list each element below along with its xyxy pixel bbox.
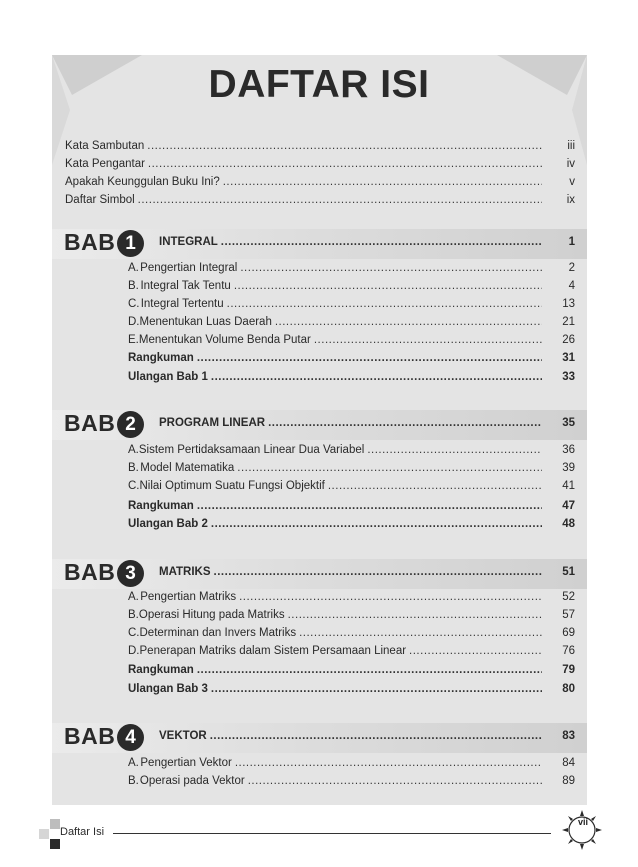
entry-page-number: 52	[562, 591, 575, 603]
dot-leader	[197, 664, 542, 676]
entry-page-number: 36	[562, 444, 575, 456]
entry-title: Kata Sambutan	[65, 140, 145, 152]
entry-page-number: 47	[562, 500, 575, 512]
summary-entry[interactable]	[128, 664, 575, 676]
dot-leader	[367, 444, 542, 456]
entry-title: Rangkuman	[128, 664, 194, 676]
dot-leader	[237, 462, 542, 474]
entry-page-number: 35	[562, 417, 575, 429]
entry-title: Model Matematika	[140, 462, 235, 474]
entry-page-number: 48	[562, 518, 575, 530]
entry-page-number: 26	[562, 334, 575, 346]
entry-page-number: 79	[562, 664, 575, 676]
chapter-entry[interactable]	[159, 566, 575, 578]
front-matter-entry[interactable]	[65, 176, 575, 188]
section-entry[interactable]	[128, 444, 575, 456]
dot-leader	[248, 775, 542, 787]
chapter-entry[interactable]	[159, 417, 575, 429]
dot-leader	[138, 194, 542, 206]
entry-title: VEKTOR	[159, 730, 207, 742]
entry-page-number: iv	[566, 158, 575, 170]
dot-leader	[328, 480, 542, 492]
dot-leader	[197, 352, 542, 364]
section-letter: C.	[128, 480, 140, 492]
dot-leader	[148, 158, 542, 170]
dot-leader	[299, 627, 542, 639]
chapter-entry[interactable]	[159, 236, 575, 248]
entry-title: Pengertian Matriks	[140, 591, 237, 603]
section-entry[interactable]	[128, 775, 575, 787]
footer-square-icon	[39, 829, 49, 839]
entry-page-number: 2	[568, 262, 575, 274]
entry-page-number: 51	[562, 566, 575, 578]
dot-leader	[211, 518, 542, 530]
front-matter-entry[interactable]	[65, 140, 575, 152]
entry-page-number: 33	[562, 371, 575, 383]
section-entry[interactable]	[128, 609, 575, 621]
exercise-entry[interactable]	[128, 683, 575, 695]
footer-square-icon	[50, 819, 60, 829]
section-entry[interactable]	[128, 316, 575, 328]
entry-page-number: 21	[562, 316, 575, 328]
entry-page-number: 13	[562, 298, 575, 310]
entry-title: Operasi Hitung pada Matriks	[138, 609, 285, 621]
dot-leader	[314, 334, 542, 346]
exercise-entry[interactable]	[128, 371, 575, 383]
chapter-bab-label: BAB	[64, 723, 116, 749]
entry-title: PROGRAM LINEAR	[159, 417, 266, 429]
section-letter: A.	[128, 757, 139, 769]
section-entry[interactable]	[128, 591, 575, 603]
entry-title: Pengertian Vektor	[140, 757, 232, 769]
section-entry[interactable]	[128, 645, 575, 657]
entry-title: Sistem Pertidaksamaan Linear Dua Variabel	[138, 444, 365, 456]
section-letter: B.	[128, 609, 139, 621]
entry-title: Determinan dan Invers Matriks	[139, 627, 297, 639]
dot-leader	[240, 262, 542, 274]
chapter-number-badge: 1	[117, 230, 144, 257]
dot-leader	[275, 316, 542, 328]
footer-rule	[113, 833, 551, 834]
section-entry[interactable]	[128, 262, 575, 274]
chapter-entry[interactable]	[159, 730, 575, 742]
chapter-bab-label: BAB	[64, 559, 116, 585]
section-entry[interactable]	[128, 334, 575, 346]
dot-leader	[197, 500, 542, 512]
section-letter: B.	[128, 280, 139, 292]
entry-page-number: 57	[562, 609, 575, 621]
section-letter: A.	[128, 591, 139, 603]
entry-title: Daftar Simbol	[65, 194, 135, 206]
footer-label: Daftar Isi	[60, 826, 105, 838]
entry-title: Menentukan Luas Daerah	[139, 316, 272, 328]
entry-title: Rangkuman	[128, 500, 194, 512]
entry-page-number: 76	[562, 645, 575, 657]
section-letter: C.	[128, 627, 140, 639]
dot-leader	[227, 298, 542, 310]
section-letter: A.	[128, 444, 139, 456]
dot-leader	[409, 645, 542, 657]
section-letter: D.	[128, 316, 140, 328]
dot-leader	[221, 236, 542, 248]
dot-leader	[214, 566, 542, 578]
dot-leader	[288, 609, 542, 621]
entry-page-number: 39	[562, 462, 575, 474]
dot-leader	[223, 176, 542, 188]
section-entry[interactable]	[128, 757, 575, 769]
section-entry[interactable]	[128, 627, 575, 639]
entry-title: Integral Tak Tentu	[140, 280, 231, 292]
entry-page-number: 1	[568, 236, 575, 248]
chapter-number-badge: 4	[117, 724, 144, 751]
entry-page-number: 31	[562, 352, 575, 364]
front-matter-entry[interactable]	[65, 194, 575, 206]
section-entry[interactable]	[128, 298, 575, 310]
entry-title: Ulangan Bab 3	[128, 683, 208, 695]
entry-title: MATRIKS	[159, 566, 211, 578]
dot-leader	[235, 757, 542, 769]
entry-title: Pengertian Integral	[140, 262, 238, 274]
exercise-entry[interactable]	[128, 518, 575, 530]
section-letter: A.	[128, 262, 139, 274]
entry-title: Penerapan Matriks dalam Sistem Persamaan Linear	[139, 645, 407, 657]
dot-leader	[268, 417, 542, 429]
section-letter: C.	[128, 298, 140, 310]
section-entry[interactable]	[128, 480, 575, 492]
section-letter: D.	[128, 645, 140, 657]
chapter-number-badge: 3	[117, 560, 144, 587]
section-letter: B.	[128, 462, 139, 474]
entry-page-number: 4	[568, 280, 575, 292]
footer-square-icon	[50, 839, 60, 849]
section-entry[interactable]	[128, 462, 575, 474]
dot-leader	[147, 140, 542, 152]
entry-title: Nilai Optimum Suatu Fungsi Objektif	[139, 480, 325, 492]
entry-page-number: 41	[562, 480, 575, 492]
front-matter-entry[interactable]	[65, 158, 575, 170]
summary-entry[interactable]	[128, 500, 575, 512]
chapter-number-badge: 2	[117, 411, 144, 438]
sun-badge-icon	[560, 808, 604, 852]
dot-leader	[211, 371, 542, 383]
entry-title: Apakah Keunggulan Buku Ini?	[65, 176, 220, 188]
entry-page-number: 84	[562, 757, 575, 769]
section-letter: E.	[128, 334, 139, 346]
entry-title: Kata Pengantar	[65, 158, 145, 170]
page-title: DAFTAR ISI	[208, 63, 430, 106]
entry-title: Operasi pada Vektor	[139, 775, 245, 787]
entry-page-number: 69	[562, 627, 575, 639]
summary-entry[interactable]	[128, 352, 575, 364]
entry-title: Menentukan Volume Benda Putar	[138, 334, 311, 346]
entry-title: Ulangan Bab 1	[128, 371, 208, 383]
entry-page-number: iii	[567, 140, 575, 152]
chapter-bab-label: BAB	[64, 410, 116, 436]
section-letter: B.	[128, 775, 139, 787]
section-entry[interactable]	[128, 280, 575, 292]
dot-leader	[211, 683, 542, 695]
entry-title: Rangkuman	[128, 352, 194, 364]
entry-page-number: ix	[566, 194, 575, 206]
entry-title: Ulangan Bab 2	[128, 518, 208, 530]
entry-page-number: 83	[562, 730, 575, 742]
entry-page-number: 89	[562, 775, 575, 787]
entry-title: INTEGRAL	[159, 236, 218, 248]
dot-leader	[210, 730, 542, 742]
dot-leader	[234, 280, 542, 292]
dot-leader	[239, 591, 542, 603]
entry-title: Integral Tertentu	[140, 298, 224, 310]
chapter-bab-label: BAB	[64, 229, 116, 255]
entry-page-number: 80	[562, 683, 575, 695]
entry-page-number: v	[569, 176, 575, 188]
page-number: vii	[577, 817, 588, 827]
